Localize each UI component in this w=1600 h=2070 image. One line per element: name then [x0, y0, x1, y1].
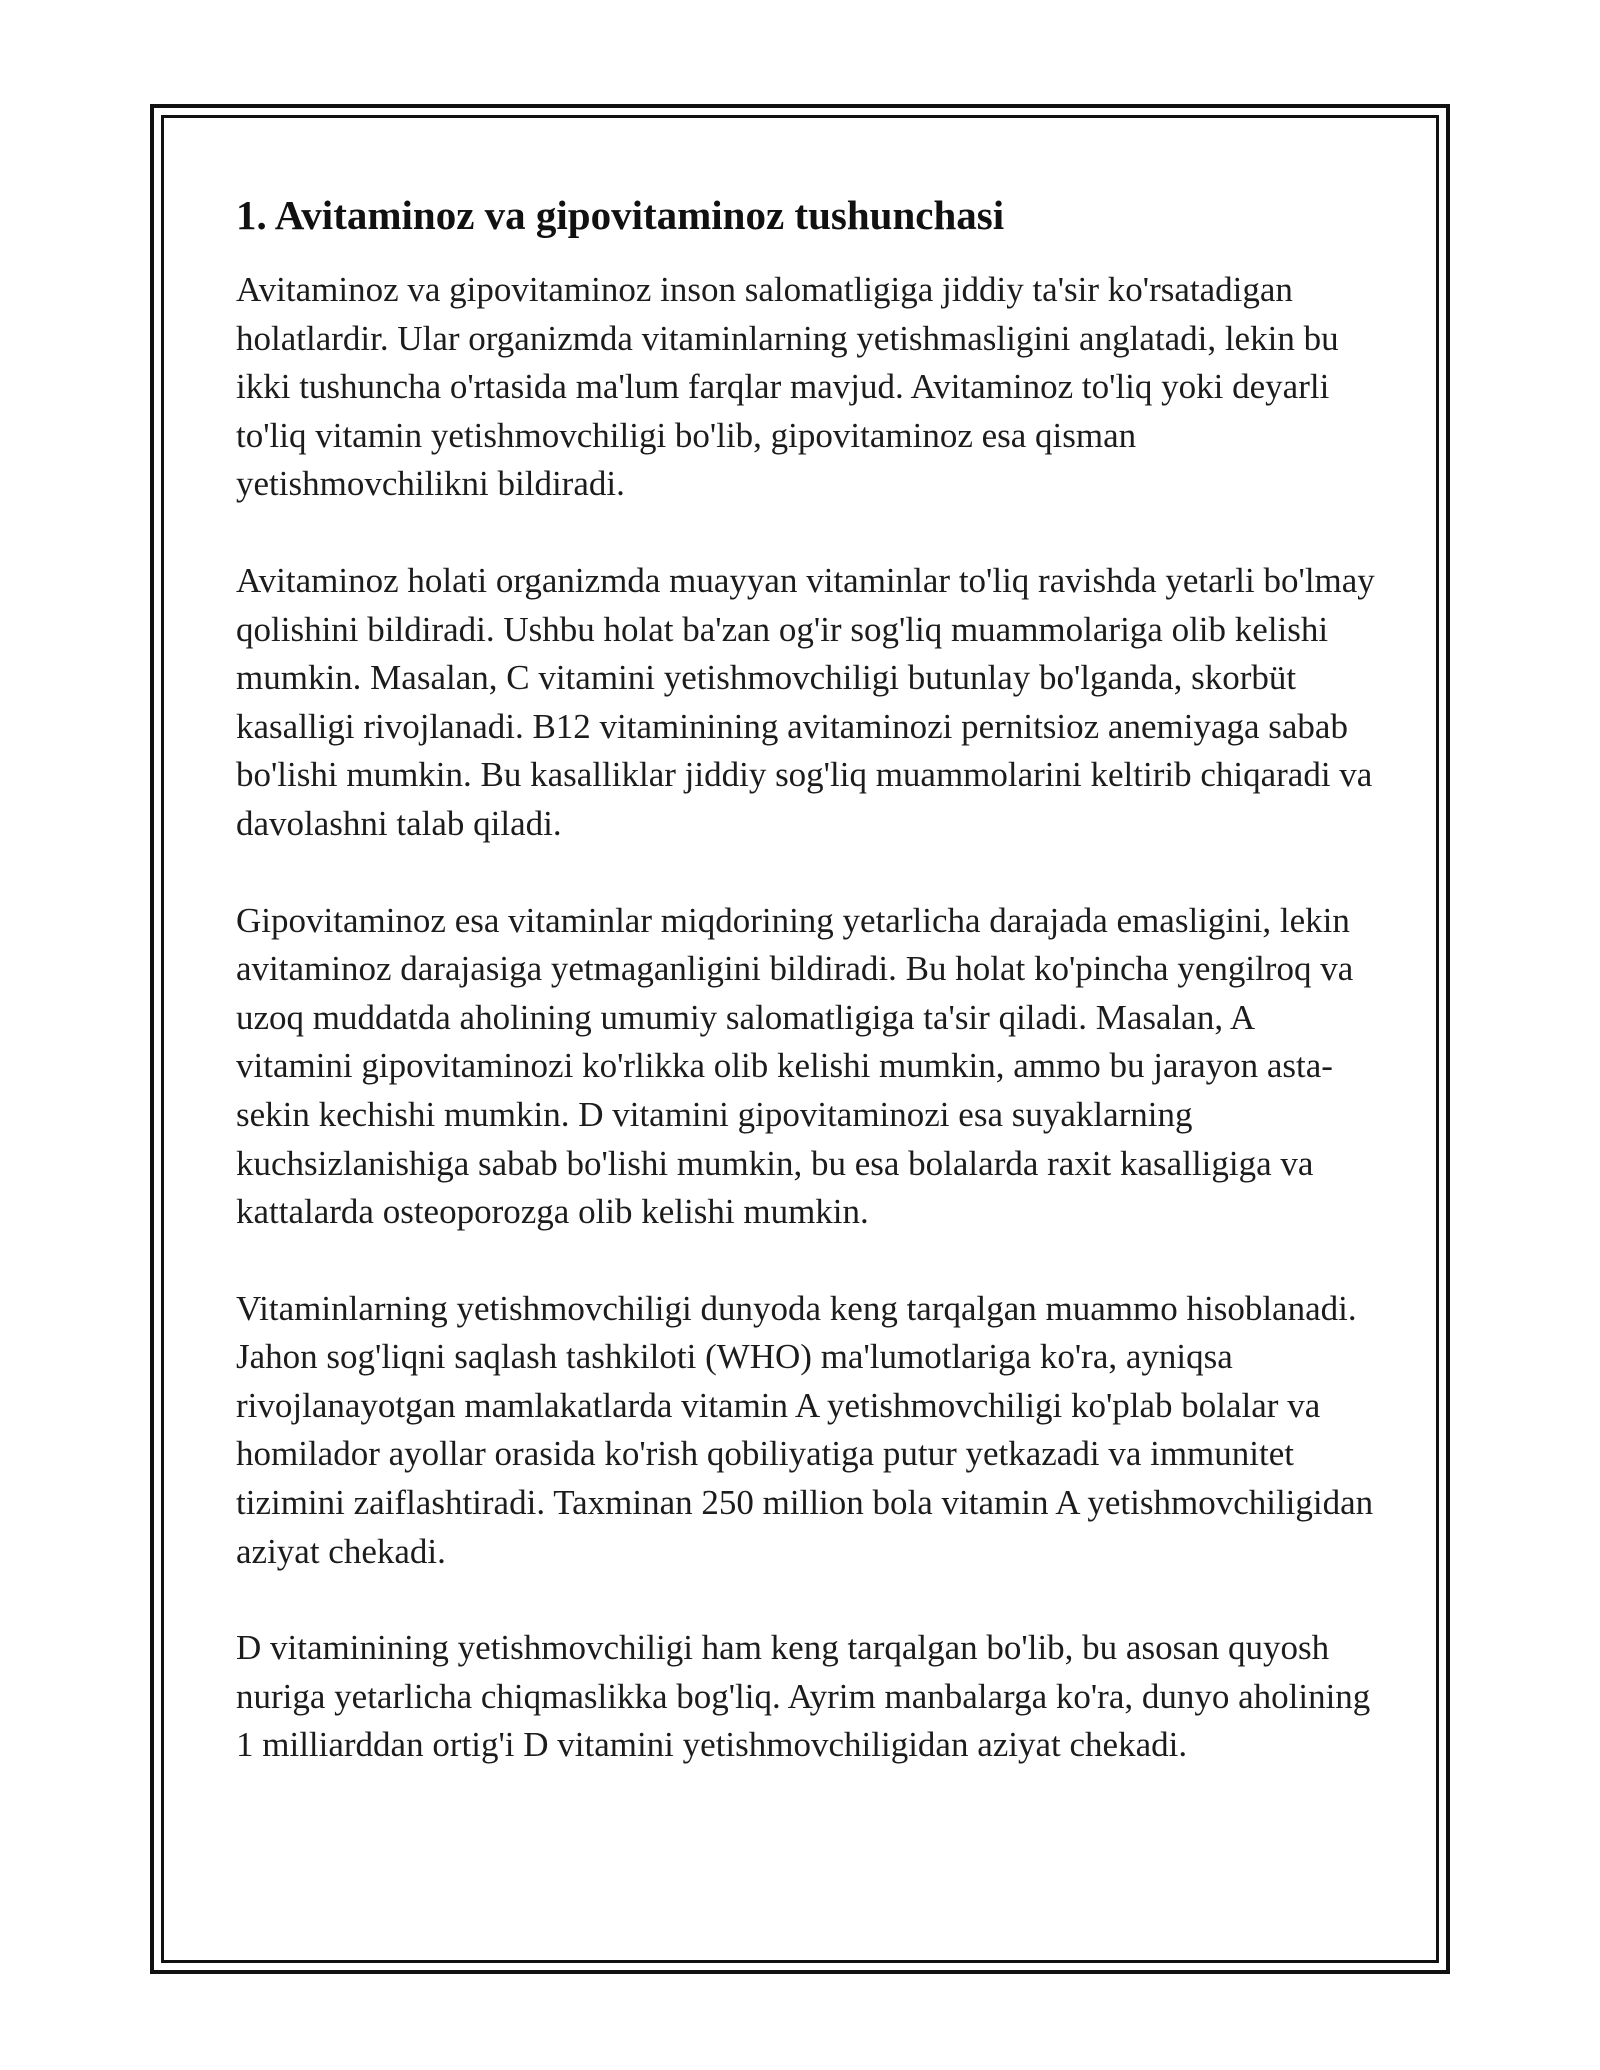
- paragraph-definition: Avitaminoz va gipovitaminoz inson salomatligiga jiddiy ta'sir ko'rsatadigan holatlardir. Ular organizmda vitaminlarning yetishmasligini anglatadi, lekin bu ikki tushuncha o'rtasida ma'lum farqlar mavjud. Avitaminoz to'liq yoki deyarli to'liq vitamin yetishmovchiligi bo'lib, gipovitaminoz esa qisman yetishmovchilikni bildiradi.: [236, 270, 1339, 504]
- paragraph-avitaminosis: Avitaminoz holati organizmda muayyan vitaminlar to'liq ravishda yetarli bo'lmay qolishini bildiradi. Ushbu holat ba'zan og'ir sog'liq muammolariga olib kelishi mumkin. Masalan, C vitamini yetishmovchiligi butunlay bo'lganda, skorbüt kasalligi rivojlanadi. B12 vitaminining avitaminozi pernitsioz anemiyaga sabab bo'lishi mumkin. Bu kasalliklar jiddiy sog'liq muammolarini keltirib chiqaradi va davolashni talab qiladi.: [236, 560, 1375, 843]
- page-content: [236, 190, 1376, 1818]
- paragraph-global-deficiency: Vitaminlarning yetishmovchiligi dunyoda keng tarqalgan muammo hisoblanadi. Jahon sog'liqni saqlash tashkiloti (WHO) ma'lumotlariga ko'ra, ayniqsa rivojlanayotgan mamlakatlarda vitamin A yetishmovchiligi ko'plab bolalar va homilador ayollar orasida ko'rish qobiliyatiga putur yetkazadi va immunitet tizimini zaiflashtiradi. Taxminan 250 million bola vitamin A yetishmovchiligidan aziyat chekadi.: [236, 1288, 1374, 1571]
- paragraph-hypovitaminosis: Gipovitaminoz esa vitaminlar miqdorining yetarlicha darajada emasligini, lekin avitaminoz darajasiga yetmaganligini bildiradi. Bu holat ko'pincha yengilroq va uzoq muddatda aholining umumiy salomatligiga ta'sir qiladi. Masalan, A vitamini gipovitaminozi ko'rlikka olib kelishi mumkin, ammo bu jarayon asta-sekin kechishi mumkin. D vitamini gipovitaminozi esa suyaklarning kuchsizlanishiga sabab bo'lishi mumkin, bu esa bolalarda raxit kasalligiga va kattalarda osteoporozga olib kelishi mumkin.: [236, 900, 1354, 1232]
- section-heading: 1. Avitaminoz va gipovitaminoz tushunchasi: [236, 192, 1005, 238]
- paragraph-vitamin-d: D vitaminining yetishmovchiligi ham keng tarqalgan bo'lib, bu asosan quyosh nuriga yetarlicha chiqmaslikka bog'liq. Ayrim manbalarga ko'ra, dunyo aholining 1 milliarddan ortig'i D vitamini yetishmovchiligidan aziyat chekadi.: [236, 1628, 1371, 1765]
